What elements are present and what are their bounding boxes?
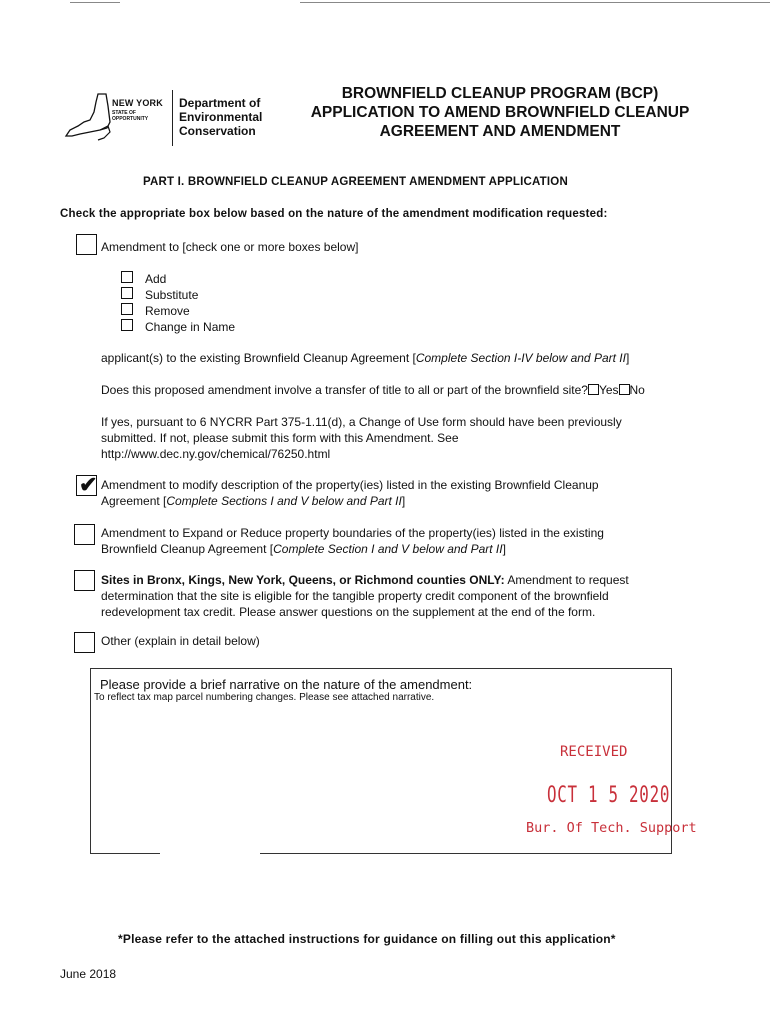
narrative-response[interactable]: To reflect tax map parcel numbering changes. Please see attached narrative. bbox=[94, 692, 435, 703]
amendment-to-label: Amendment to [check one or more boxes below] bbox=[101, 240, 359, 254]
transfer-yes-checkbox[interactable] bbox=[588, 384, 599, 395]
narrative-box-gap bbox=[160, 848, 260, 856]
other-label: Other (explain in detail below) bbox=[101, 634, 260, 648]
instruction-text: Check the appropriate box below based on the nature of the amendment modification requested: bbox=[60, 208, 608, 220]
title-line-3: AGREEMENT AND AMENDMENT bbox=[379, 123, 621, 140]
tangible-credit-checkbox[interactable] bbox=[74, 570, 95, 591]
modify-description-text-end: ] bbox=[401, 494, 406, 508]
received-stamp: RECEIVED bbox=[560, 744, 628, 760]
change-of-use-link[interactable]: http://www.dec.ny.gov/chemical/76250.html bbox=[101, 447, 331, 461]
modify-description-line-1: Amendment to modify description of the property(ies) listed in the existing Brownfield Cleanup bbox=[101, 478, 599, 492]
tangible-credit-text: Amendment to request bbox=[504, 573, 629, 587]
scan-edge-line bbox=[300, 2, 770, 3]
expand-reduce-checkbox[interactable] bbox=[74, 524, 95, 545]
expand-reduce-section-ref: Complete Section I and V below and Part II bbox=[273, 542, 503, 556]
tangible-credit-line-3: redevelopment tax credit. Please answer questions on the supplement at the end of the form. bbox=[101, 605, 596, 619]
remove-checkbox[interactable] bbox=[121, 303, 133, 315]
logo-agency-name: Department of Environmental Conservation bbox=[179, 96, 263, 138]
logo-state-name: NEW YORK bbox=[112, 98, 163, 108]
expand-reduce-line-2 bbox=[101, 541, 506, 557]
change-in-name-label: Change in Name bbox=[145, 320, 236, 334]
substitute-checkbox[interactable] bbox=[121, 287, 133, 299]
transfer-title-question bbox=[101, 382, 645, 398]
guidance-note: *Please refer to the attached instructions for guidance on filling out this application* bbox=[118, 932, 616, 946]
change-in-name-checkbox[interactable] bbox=[121, 319, 133, 331]
logo-divider bbox=[172, 90, 173, 146]
transfer-yes-label: Yes bbox=[598, 383, 619, 397]
expand-reduce-text-end: ] bbox=[502, 542, 506, 556]
checkmark-icon: ✔ bbox=[79, 472, 98, 497]
modify-description-section-ref: Complete Sections I and V below and Part II bbox=[166, 494, 402, 508]
form-revision-date: June 2018 bbox=[60, 967, 117, 981]
received-stamp-date: OCT 1 5 2020 bbox=[547, 783, 671, 808]
modify-description-text: Agreement [ bbox=[101, 494, 167, 508]
transfer-question-text: Does this proposed amendment involve a transfer of title to all or part of the brownfield site? bbox=[101, 383, 588, 397]
nys-dec-logo bbox=[60, 86, 270, 150]
tangible-credit-counties: Sites in Bronx, Kings, New York, Queens, or Richmond counties ONLY: bbox=[101, 573, 505, 587]
if-yes-line-1: If yes, pursuant to 6 NYCRR Part 375-1.11(d), a Change of Use form should have been previously bbox=[101, 415, 622, 429]
modify-description-line-2 bbox=[101, 493, 405, 509]
logo-state-tagline: STATE OF OPPORTUNITY bbox=[112, 110, 149, 122]
applicant-text: applicant(s) to the existing Brownfield Cleanup Agreement [ bbox=[101, 351, 416, 365]
other-checkbox[interactable] bbox=[74, 632, 95, 653]
add-label: Add bbox=[145, 272, 167, 286]
title-line-1: BROWNFIELD CLEANUP PROGRAM (BCP) bbox=[341, 85, 659, 102]
transfer-no-label: No bbox=[629, 383, 645, 397]
tangible-credit-line-1 bbox=[101, 572, 629, 588]
remove-label: Remove bbox=[145, 304, 190, 318]
part-heading: PART I. BROWNFIELD CLEANUP AGREEMENT AMENDMENT APPLICATION bbox=[143, 176, 568, 188]
new-york-state-map-icon bbox=[60, 92, 112, 142]
applicant-text-end: ] bbox=[625, 351, 630, 365]
applicant-agreement-text bbox=[101, 350, 629, 366]
scan-edge-line bbox=[70, 2, 120, 3]
expand-reduce-line-1: Amendment to Expand or Reduce property boundaries of the property(ies) listed in the existing bbox=[101, 526, 604, 540]
tangible-credit-line-2: determination that the site is eligible for the tangible property credit component of the brownfield bbox=[101, 589, 609, 603]
expand-reduce-text: Brownfield Cleanup Agreement [ bbox=[101, 542, 274, 556]
transfer-no-checkbox[interactable] bbox=[619, 384, 630, 395]
form-title bbox=[280, 84, 720, 141]
add-checkbox[interactable] bbox=[121, 271, 133, 283]
amendment-to-checkbox[interactable] bbox=[76, 234, 97, 255]
received-stamp-office: Bur. Of Tech. Support bbox=[526, 820, 697, 836]
substitute-label: Substitute bbox=[145, 288, 199, 302]
applicant-section-ref: Complete Section I-IV below and Part II bbox=[415, 351, 626, 365]
narrative-prompt: Please provide a brief narrative on the nature of the amendment: bbox=[100, 677, 473, 692]
if-yes-line-2: submitted. If not, please submit this form with this Amendment. See bbox=[101, 431, 459, 445]
title-line-2: APPLICATION TO AMEND BROWNFIELD CLEANUP bbox=[310, 104, 690, 121]
